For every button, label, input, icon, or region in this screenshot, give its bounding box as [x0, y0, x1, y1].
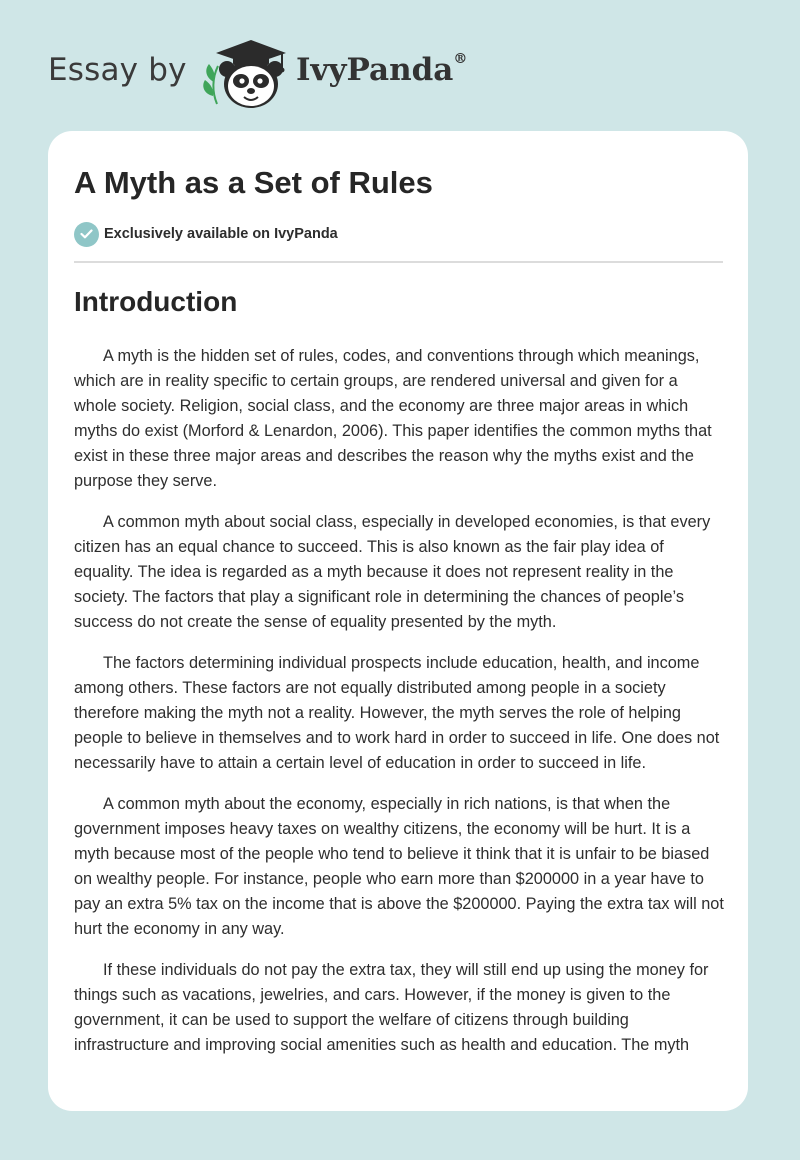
- exclusive-text: Exclusively available on IvyPanda: [104, 226, 338, 242]
- paragraph: A myth is the hidden set of rules, codes, and conventions through which meanings, which are in reality specific to certain groups, are rendered universal and given for a whole society. Religion, social class, and the economy are three major areas in which myths do exist (Morford & Lenardon, 2006). This paper identifies the common myths that exist in these three major areas and describes the reason why the myths exist and the purpose they serve.: [74, 347, 712, 490]
- paragraph: The factors determining individual prospects include education, health, and income among others. These factors are not equally distributed among people in a society therefore making the myth not a reality. However, the myth serves the role of helping people to believe in themselves and to work hard in order to succeed in life. One does not necessarily have to attain a certain level of education in order to succeed in life.: [74, 654, 720, 772]
- paragraph: If these individuals do not pay the extra tax, they will still end up using the money for things such as vacations, jewelries, and cars. However, if the money is given to the government, it can be used to support the welfare of citizens through building infrastructure and improving social amenities such as health and education. The myth: [74, 961, 709, 1054]
- article-card: [48, 131, 748, 1111]
- paragraph: A common myth about the economy, especially in rich nations, is that when the government imposes heavy taxes on wealthy citizens, the economy will be hurt. It is a myth because most of the people who tend to believe it think that it is unfair to be biased on wealthy people. For instance, people who earn more than $200000 in a year have to pay an extra 5% tax on the income that is above the $200000. Paying the extra tax will not hurt the economy in any way.: [74, 795, 724, 938]
- exclusive-badge: [74, 221, 338, 247]
- section-heading: Introduction: [74, 286, 238, 317]
- paragraph: A common myth about social class, especially in developed economies, is that every citizen has an equal chance to succeed. This is also known as the fair play idea of equality. The idea is regarded as a myth because it does not represent reality in the society. The factors that play a significant role in determining the chances of people’s success do not create the sense of equality presented by the myth.: [74, 513, 711, 631]
- brand-name[interactable]: [296, 52, 467, 88]
- essay-by-label: Essay by: [48, 52, 187, 88]
- trademark-symbol: ®: [453, 50, 468, 67]
- article-body: [74, 344, 724, 1074]
- site-header: [0, 0, 800, 120]
- check-icon: [74, 222, 99, 247]
- brand-text: IvyPanda: [296, 52, 454, 88]
- panda-graduate-icon[interactable]: [200, 34, 292, 110]
- title-divider: [74, 261, 723, 263]
- article-title: A Myth as a Set of Rules: [74, 165, 433, 200]
